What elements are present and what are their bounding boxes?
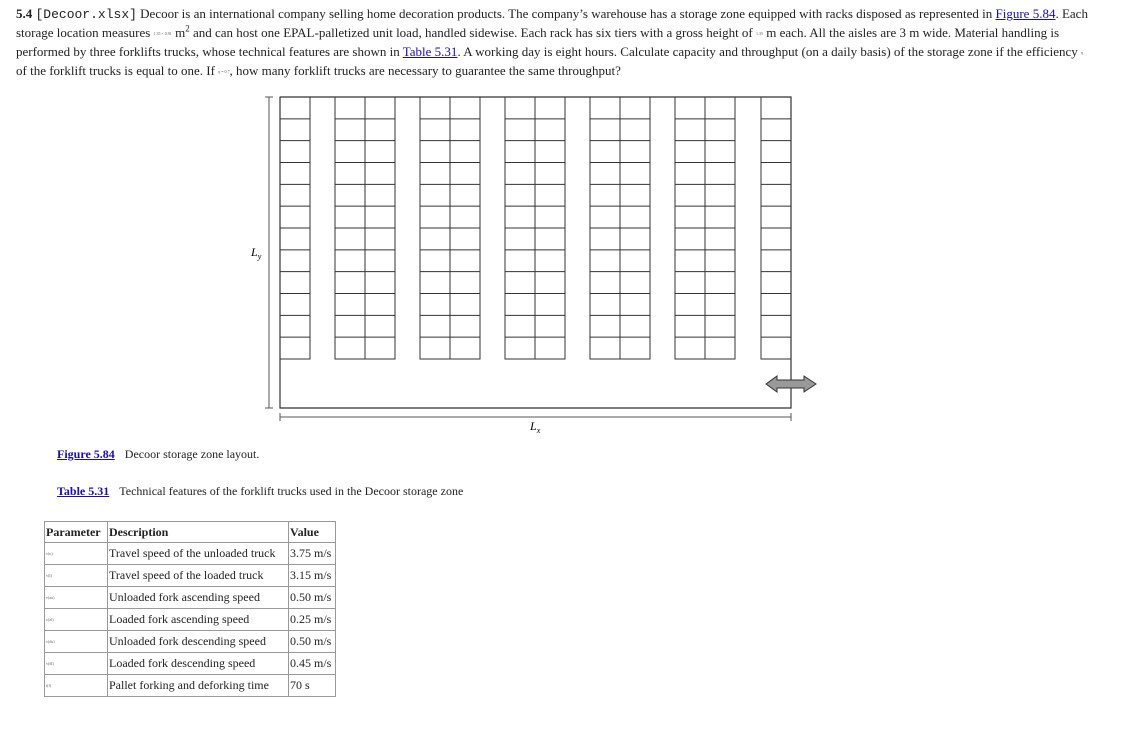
figure-caption-link[interactable]: Figure 5.84 xyxy=(57,447,115,461)
value-cell: 3.15 m/s xyxy=(289,565,336,587)
description-cell: Unloaded fork ascending speed xyxy=(108,587,289,609)
eta-value: η = 0.7 xyxy=(218,69,230,75)
location-dimensions: 1.35 × 0.91 xyxy=(153,31,172,37)
param-cell: v(du) xyxy=(45,631,108,653)
problem-number: 5.4 xyxy=(16,6,33,21)
ly-label: $L_y$ xyxy=(251,245,262,261)
rack xyxy=(420,97,480,359)
value-cell: 3.75 m/s xyxy=(289,543,336,565)
param-cell: v(au) xyxy=(45,587,108,609)
squared-superscript: 2 xyxy=(185,23,190,34)
value-cell: 70 s xyxy=(289,675,336,697)
rack xyxy=(335,97,395,359)
table-caption-text: Technical features of the forklift trucks used in the Decoor storage zone xyxy=(119,484,464,498)
description-cell: Travel speed of the unloaded truck xyxy=(108,543,289,565)
description-cell: Loaded fork descending speed xyxy=(108,653,289,675)
table-row xyxy=(45,565,336,587)
param-cell: v(u) xyxy=(45,543,108,565)
problem-text-5: m each. All the aisles are 3 m wide. Material handling is performed by three forklifts trucks, whose technical features are shown in xyxy=(16,25,1060,60)
header-value: Value xyxy=(289,522,336,543)
tier-height: 1.35 xyxy=(756,31,764,37)
value-cell: 0.45 m/s xyxy=(289,653,336,675)
table-caption xyxy=(57,484,463,499)
rack xyxy=(761,97,791,359)
rack xyxy=(590,97,650,359)
table-row xyxy=(45,631,336,653)
racks-grid xyxy=(280,97,791,359)
table-row xyxy=(45,653,336,675)
table-header-row xyxy=(45,522,336,543)
lx-label: $L_x$ xyxy=(530,419,541,435)
table-link[interactable]: Table 5.31 xyxy=(402,44,458,60)
header-parameter: Parameter xyxy=(45,522,108,543)
param-cell: v(al) xyxy=(45,609,108,631)
problem-text-6: . A working day is eight hours. Calculate capacity and throughput (on a daily basis) of the storage zone if the efficiency xyxy=(457,44,1082,60)
problem-text-1: Decoor is an international company selling home decoration products. The company’s warehouse has a storage zone equipped with racks disposed as represented in xyxy=(136,6,996,21)
description-cell: Travel speed of the loaded truck xyxy=(108,565,289,587)
header-description: Description xyxy=(108,522,289,543)
rack xyxy=(505,97,565,359)
problem-text-7: of the forklift trucks is equal to one. If xyxy=(16,63,219,79)
table-row xyxy=(45,543,336,565)
param-cell: v(l) xyxy=(45,565,108,587)
forklift-features-table xyxy=(44,521,336,697)
problem-text-3: m xyxy=(171,25,186,40)
value-cell: 0.50 m/s xyxy=(289,587,336,609)
rack xyxy=(675,97,735,359)
table-row xyxy=(45,609,336,631)
value-cell: 0.50 m/s xyxy=(289,631,336,653)
description-cell: Loaded fork ascending speed xyxy=(108,609,289,631)
value-cell: 0.25 m/s xyxy=(289,609,336,631)
problem-text-4: and can host one EPAL-palletized unit load, handled sidewise. Each rack has six tiers with a gross height of xyxy=(189,25,757,40)
table-row xyxy=(45,587,336,609)
table-row xyxy=(45,675,336,697)
figure-caption-text: Decoor storage zone layout. xyxy=(124,447,260,461)
problem-text-2: . Each storage location measures xyxy=(16,6,1088,40)
figure-caption xyxy=(57,447,259,462)
rack xyxy=(280,97,310,359)
file-name: [Decoor.xlsx] xyxy=(35,7,137,22)
figure-link[interactable]: Figure 5.84 xyxy=(995,6,1056,21)
table-caption-link[interactable]: Table 5.31 xyxy=(57,484,110,498)
problem-text-8: , how many forklift trucks are necessary to guarantee the same throughput? xyxy=(229,63,621,79)
param-cell: v(dl) xyxy=(45,653,108,675)
eta-symbol: η xyxy=(1081,50,1084,56)
description-cell: Unloaded fork descending speed xyxy=(108,631,289,653)
description-cell: Pallet forking and deforking time xyxy=(108,675,289,697)
param-cell: t(f) xyxy=(45,675,108,697)
